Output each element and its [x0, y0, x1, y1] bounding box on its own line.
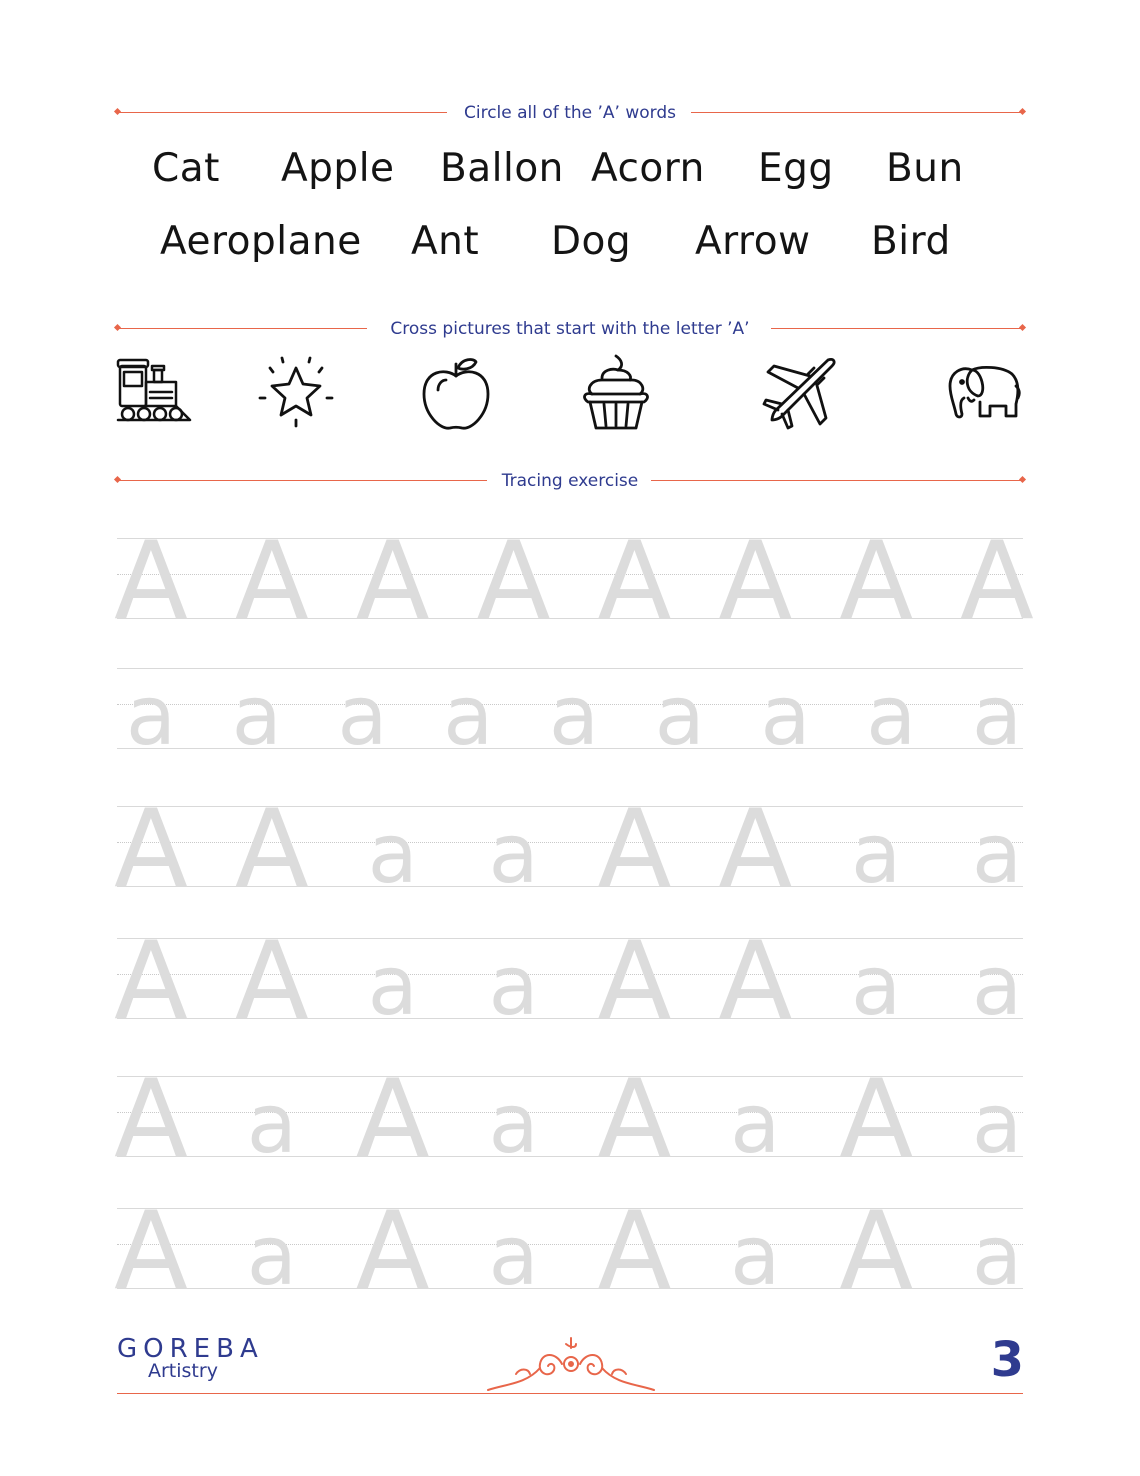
trace-letter-lowercase[interactable]: a — [246, 1209, 297, 1304]
trace-letter-uppercase[interactable]: A — [597, 787, 672, 912]
trace-letter-lowercase[interactable]: a — [654, 669, 705, 764]
star-icon[interactable] — [256, 352, 336, 432]
trace-letter-lowercase[interactable]: a — [851, 807, 902, 902]
trace-letter-uppercase[interactable]: A — [355, 1057, 430, 1182]
trace-letter-uppercase[interactable]: A — [234, 519, 309, 644]
trace-letter-lowercase[interactable]: a — [488, 1077, 539, 1172]
trace-letter-uppercase[interactable]: A — [718, 919, 793, 1044]
footer-divider — [117, 1393, 1023, 1394]
cross-pictures-header — [117, 318, 1023, 340]
trace-letter-lowercase[interactable]: a — [730, 1077, 781, 1172]
elephant-icon[interactable] — [942, 352, 1022, 432]
trace-letter-lowercase[interactable]: a — [488, 807, 539, 902]
word-arrow[interactable]: Arrow — [695, 219, 811, 264]
trace-letter-lowercase[interactable]: a — [971, 939, 1023, 1034]
cross-pictures-title: Cross pictures that start with the letter ’A’ — [382, 319, 757, 339]
page-number: 3 — [990, 1332, 1024, 1388]
trace-letter-lowercase[interactable]: a — [246, 1077, 297, 1172]
cupcake-icon[interactable] — [576, 352, 656, 432]
trace-letter-lowercase[interactable]: a — [367, 939, 418, 1034]
trace-letter-uppercase[interactable]: A — [597, 919, 672, 1044]
trace-letter-lowercase[interactable]: a — [866, 669, 917, 764]
trace-letter-lowercase[interactable]: a — [443, 669, 494, 764]
trace-letter-uppercase[interactable]: A — [114, 519, 188, 644]
word-apple[interactable]: Apple — [281, 146, 395, 191]
trace-letter-uppercase[interactable]: A — [839, 1057, 914, 1182]
trace-letter-lowercase[interactable]: a — [851, 939, 902, 1034]
apple-icon[interactable] — [416, 352, 496, 432]
circle-words-header — [117, 102, 1023, 124]
trace-letter-uppercase[interactable]: A — [355, 519, 430, 644]
word-ant[interactable]: Ant — [411, 219, 480, 264]
trace-letter-lowercase[interactable]: a — [488, 1209, 539, 1304]
trace-letter-uppercase[interactable]: A — [234, 787, 309, 912]
trace-letter-uppercase[interactable]: A — [718, 787, 793, 912]
trace-letter-uppercase[interactable]: A — [960, 519, 1034, 644]
trace-letter-uppercase[interactable]: A — [114, 1189, 188, 1314]
word-dog[interactable]: Dog — [551, 219, 632, 264]
trace-letter-uppercase[interactable]: A — [718, 519, 793, 644]
trace-letter-uppercase[interactable]: A — [114, 787, 188, 912]
word-aeroplane[interactable]: Aeroplane — [160, 219, 362, 264]
word-cat[interactable]: Cat — [152, 146, 220, 191]
trace-letter-lowercase[interactable]: a — [760, 669, 811, 764]
trace-letter-lowercase[interactable]: a — [971, 669, 1023, 764]
word-bun[interactable]: Bun — [886, 146, 964, 191]
word-bird[interactable]: Bird — [871, 219, 951, 264]
trace-letter-uppercase[interactable]: A — [114, 1057, 188, 1182]
trace-letter-lowercase[interactable]: a — [971, 1077, 1023, 1172]
word-acorn[interactable]: Acorn — [591, 146, 705, 191]
trace-letter-lowercase[interactable]: a — [548, 669, 600, 764]
trace-letter-uppercase[interactable]: A — [839, 1189, 914, 1314]
trace-letter-uppercase[interactable]: A — [597, 519, 672, 644]
trace-letter-uppercase[interactable]: A — [597, 1189, 672, 1314]
trace-letter-uppercase[interactable]: A — [597, 1057, 672, 1182]
trace-letter-lowercase[interactable]: a — [125, 669, 177, 764]
trace-letter-lowercase[interactable]: a — [231, 669, 282, 764]
trace-letter-lowercase[interactable]: a — [367, 807, 418, 902]
trace-letter-lowercase[interactable]: a — [971, 807, 1023, 902]
trace-letter-lowercase[interactable]: a — [971, 1209, 1023, 1304]
circle-words-title: Circle all of the ’A’ words — [456, 103, 684, 123]
word-egg[interactable]: Egg — [758, 146, 834, 191]
trace-letter-lowercase[interactable]: a — [488, 939, 539, 1034]
train-icon[interactable] — [114, 352, 194, 432]
brand-name: GOREBA — [117, 1334, 264, 1364]
trace-letter-uppercase[interactable]: A — [234, 919, 309, 1044]
brand-subtitle: Artistry — [148, 1360, 218, 1382]
tracing-title: Tracing exercise — [494, 471, 647, 491]
footer-ornament — [486, 1334, 656, 1394]
trace-letter-lowercase[interactable]: a — [730, 1209, 781, 1304]
trace-letter-uppercase[interactable]: A — [114, 919, 188, 1044]
trace-letter-uppercase[interactable]: A — [476, 519, 551, 644]
trace-letter-lowercase[interactable]: a — [337, 669, 388, 764]
word-ballon[interactable]: Ballon — [440, 146, 564, 191]
airplane-icon[interactable] — [760, 352, 840, 432]
trace-letter-uppercase[interactable]: A — [355, 1189, 430, 1314]
tracing-header — [117, 470, 1023, 492]
trace-letter-uppercase[interactable]: A — [839, 519, 914, 644]
